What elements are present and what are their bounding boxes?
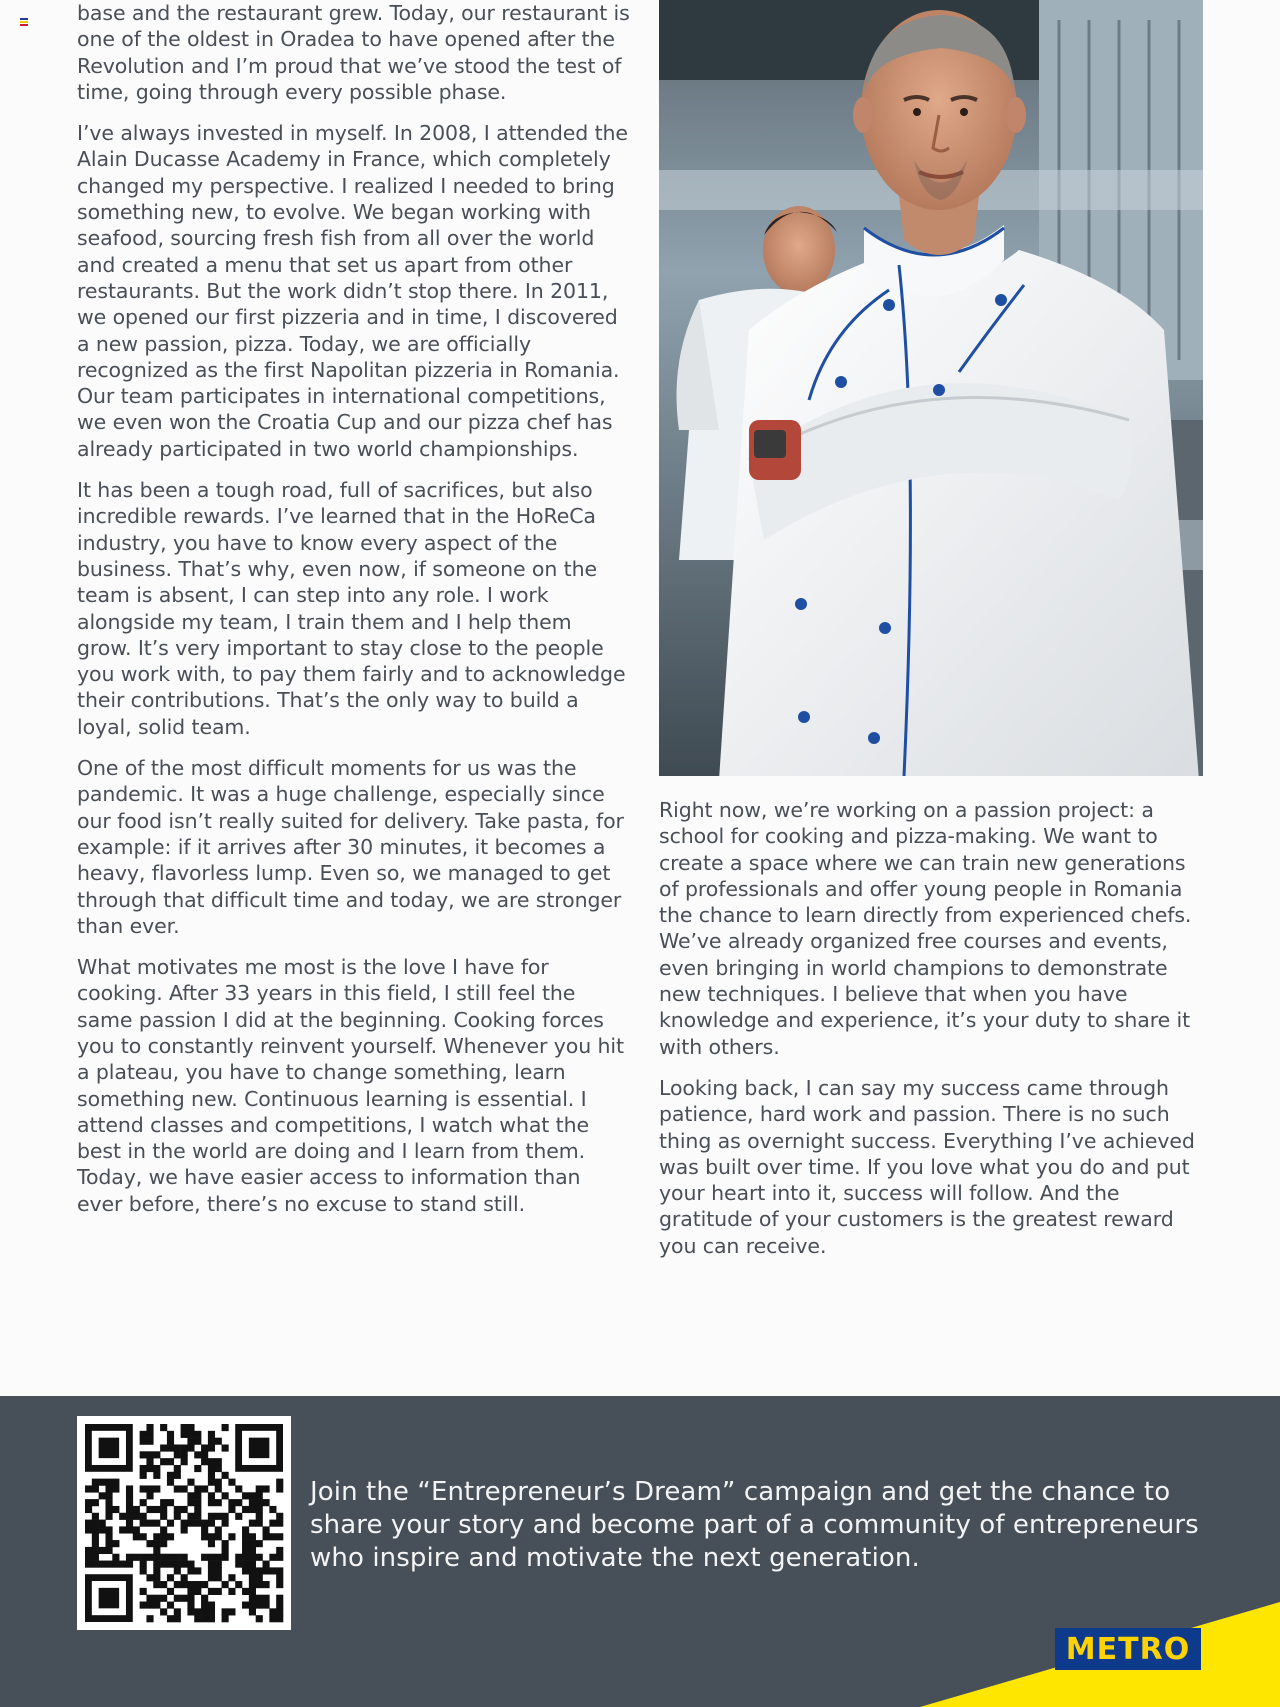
article-paragraph: What motivates me most is the love I have for cooking. After 33 years in this field, I still feel the same passion I did at the beginning. Cooking forces you to constantly reinvent yourself. Whenever you hit a plateau, you have to change something, learn something new. Continuous learning is essential. I attend classes and competitions, I watch what the best in the world are doing and I learn from them. Today, we have easier access to information than ever before, there’s no excuse to stand still. (77, 955, 624, 1216)
article-paragraph: Looking back, I can say my success came through patience, hard work and passion. There is no such thing as overnight success. Everything I’ve achieved was built over time. If you love what you do and put your heart into it, success will follow. And the gratitude of your customers is the greatest reward you can receive. (659, 1075, 1195, 1258)
chef-photo (659, 0, 1203, 776)
article-paragraph: Right now, we’re working on a passion project: a school for cooking and pizza-making. We want to create a space where we can train new generations of professionals and offer young people in Romania the chance to learn directly from experienced chefs. We’ve already organized free courses and events, even bringing in world champions to demonstrate new techniques. I believe that when you have knowledge and experience, it’s your duty to share it with others. (659, 798, 1192, 1059)
flag-icon (20, 18, 28, 26)
article-left-column (77, 0, 632, 1232)
campaign-call-to-action: Join the “Entrepreneur’s Dream” campaign and get the chance to share your story and become part of a community of entrepreneurs who inspire and motivate the next generation. (310, 1477, 1199, 1573)
article-paragraph: I’ve always invested in myself. In 2008, I attended the Alain Ducasse Academy in France, which completely changed my perspective. I realized I needed to bring something new, to evolve. We began working with seafood, sourcing fresh fish from all over the world and created a menu that set us apart from other restaurants. But the work didn’t stop there. In 2011, we opened our first pizzeria and in time, I discovered a new passion, pizza. Today, we are officially recognized as the first Napolitan pizzeria in Romania. Our team participates in international competitions, we even won the Croatia Cup and our pizza chef has already participated in two world championships. (77, 121, 628, 461)
campaign-footer (0, 1396, 1280, 1707)
article-right-column (659, 797, 1204, 1274)
metro-logo: METRO (1055, 1628, 1201, 1670)
article-paragraph: One of the most difficult moments for us was the pandemic. It was a huge challenge, especially since our food isn’t really suited for delivery. Take pasta, for example: if it arrives after 30 minutes, it becomes a heavy, flavorless lump. Even so, we managed to get through that difficult time and today, we are stronger than ever. (77, 756, 624, 938)
article-paragraph: It has been a tough road, full of sacrifices, but also incredible rewards. I’ve learned that in the HoReCa industry, you have to know every aspect of the business. That’s why, even now, if someone on the team is absent, I can step into any role. I work alongside my team, I train them and I help them grow. It’s very important to stay close to the people you work with, to pay them fairly and to acknowledge their contributions. That’s the only way to build a loyal, solid team. (77, 478, 626, 739)
qr-code-icon[interactable] (77, 1416, 291, 1630)
article-paragraph: base and the restaurant grew. Today, our restaurant is one of the oldest in Oradea to have opened after the Revolution and I’m proud that we’ve stood the test of time, going through every possible phase. (77, 1, 630, 104)
